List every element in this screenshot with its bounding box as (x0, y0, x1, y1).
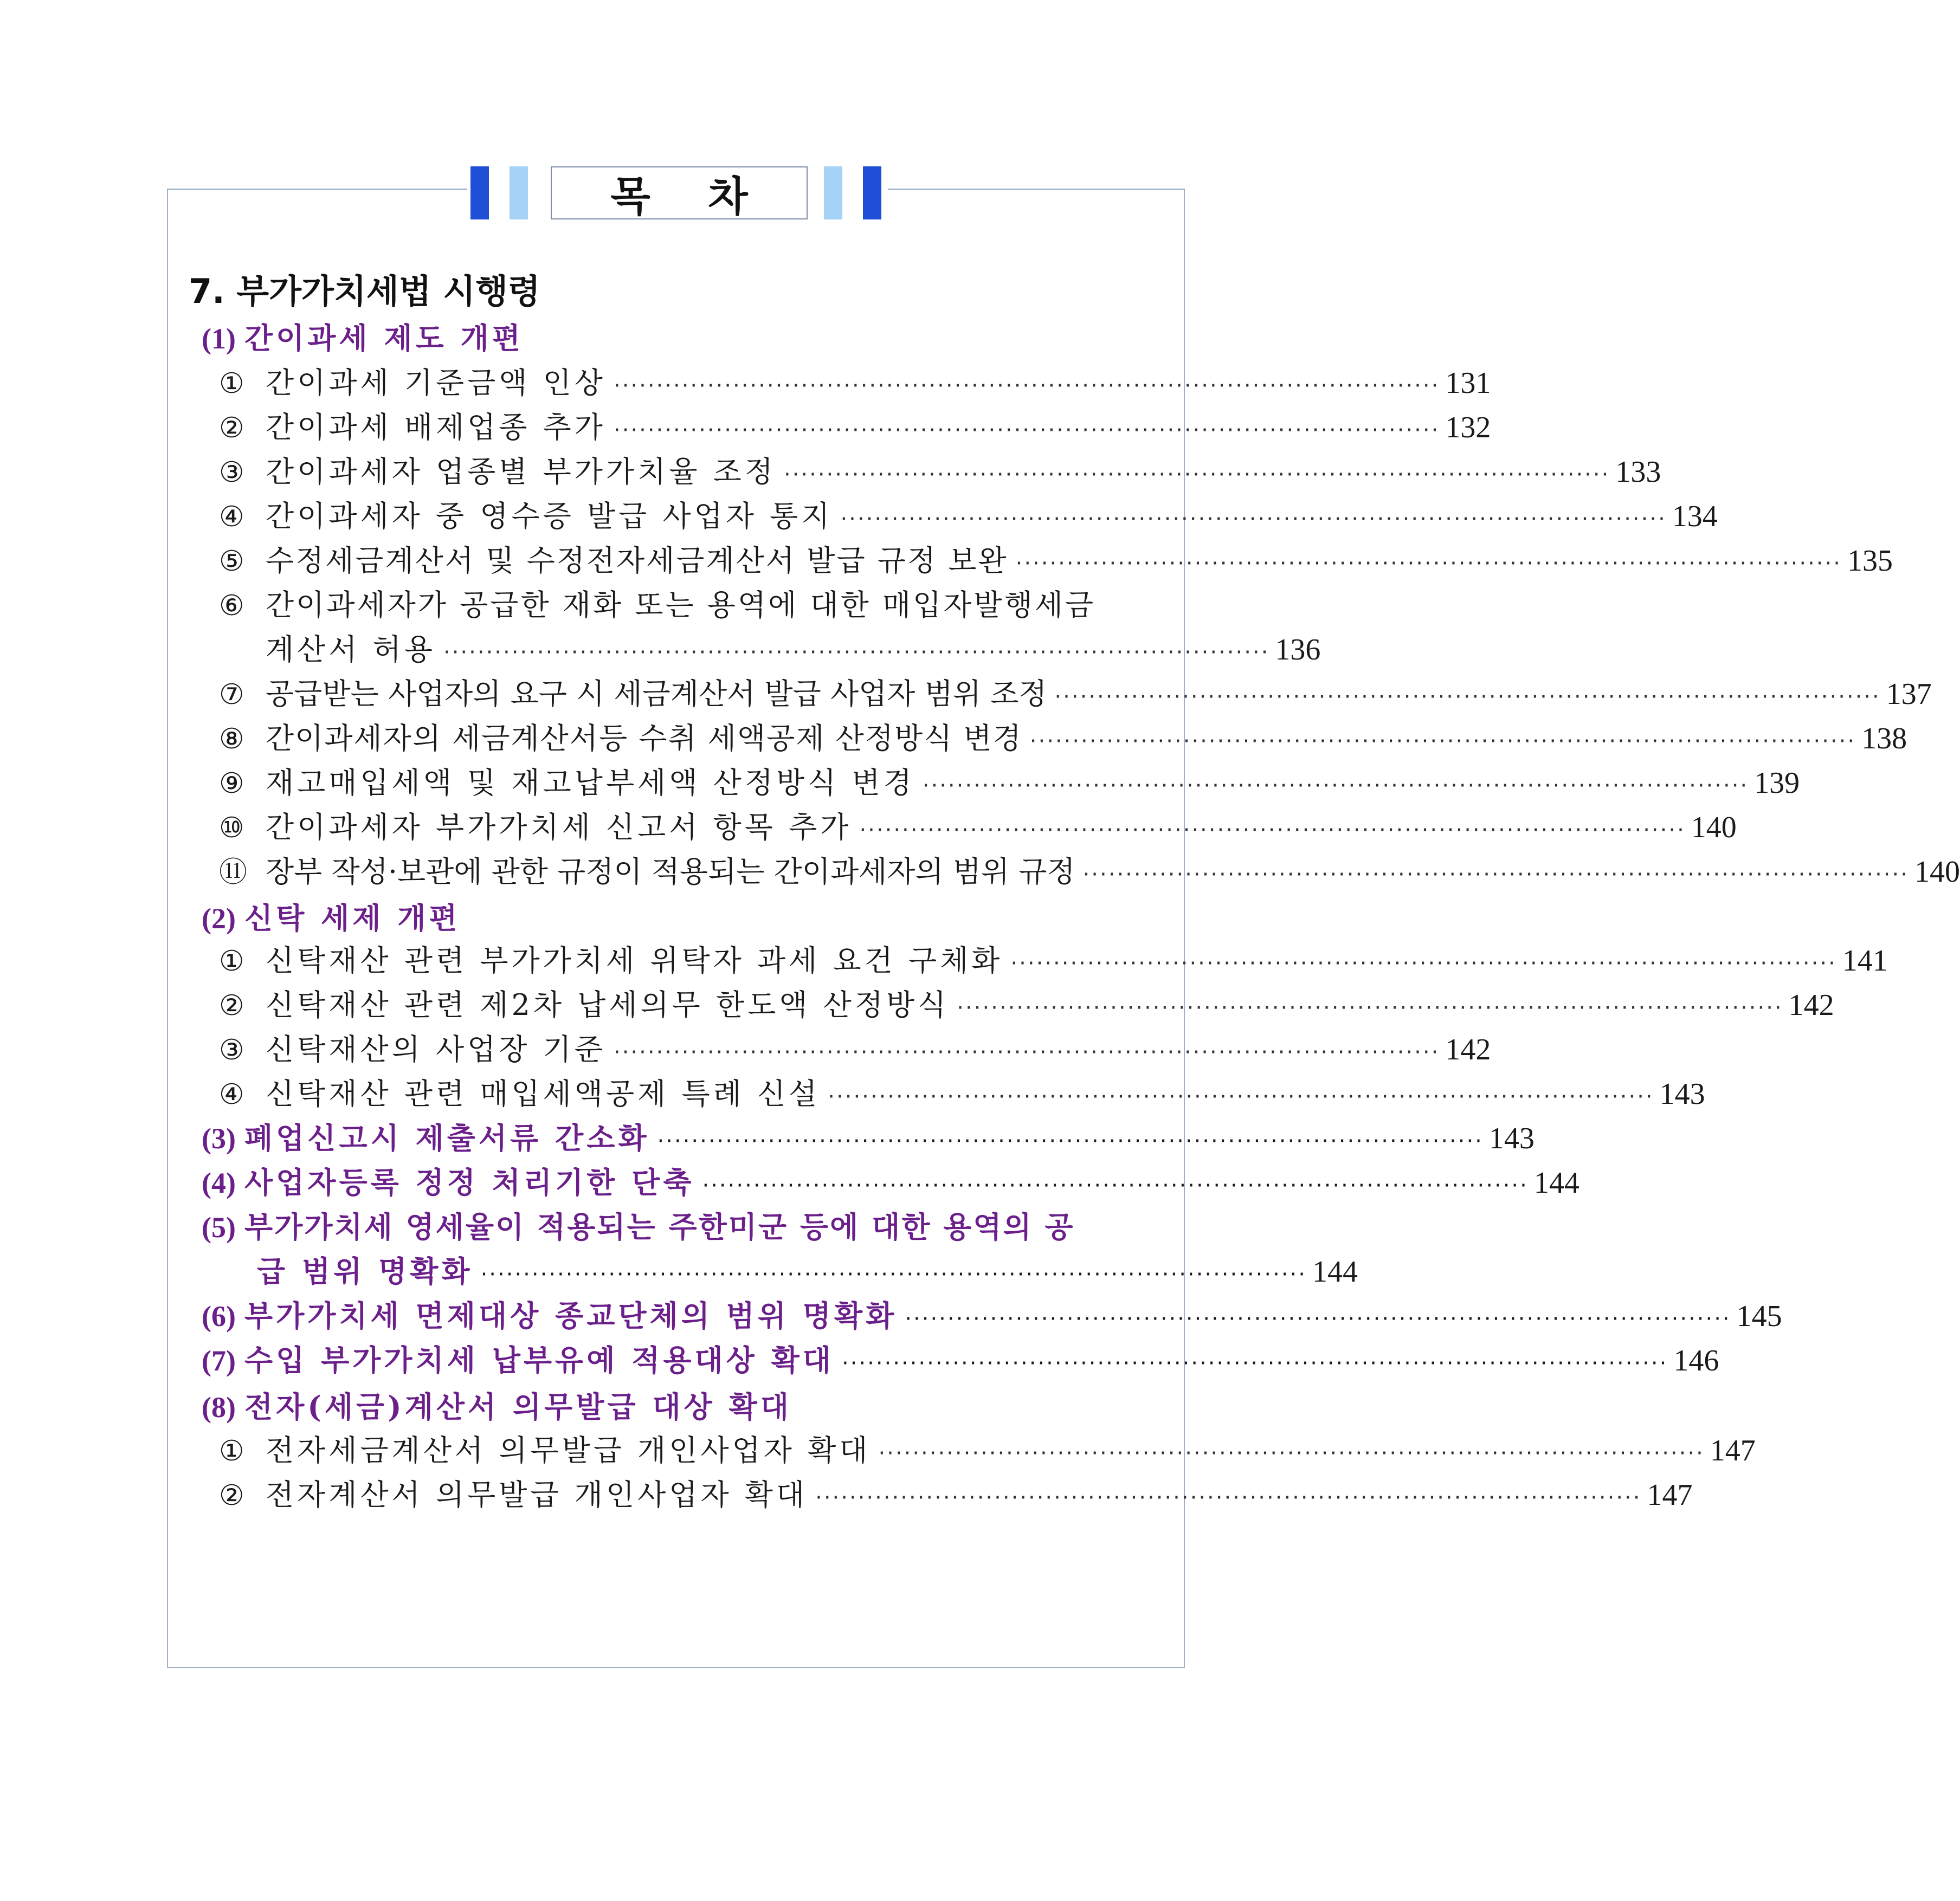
page-title: 목 차 (551, 166, 808, 219)
section-number: (4) (202, 1167, 236, 1199)
toc-entry[interactable] (219, 982, 1834, 1024)
title-bar-left-light (510, 166, 528, 219)
entry-marker: ⑤ (219, 545, 244, 578)
entry-label: 간이과세자 부가가치세 신고서 항목 추가 (266, 810, 852, 844)
entry-label: 공급받는 사업자의 요구 시 세금계산서 발급 사업자 범위 조정 (266, 677, 1047, 711)
section-heading (202, 315, 524, 357)
section-number: (7) (202, 1344, 236, 1377)
entry-marker: ③ (219, 456, 244, 489)
page-number: 143 (1659, 1077, 1705, 1111)
entry-label: 간이과세자 중 영수증 발급 사업자 통지 (266, 499, 833, 533)
title-bar-right-dark (863, 166, 881, 219)
section-title: 간이과세 제도 개편 (244, 321, 524, 355)
entry-marker: ⑦ (219, 678, 244, 711)
toc-entry[interactable] (219, 1026, 1491, 1068)
dot-leader: ································································································· (859, 818, 1686, 843)
section-title: 사업자등록 정정 처리기한 단축 (244, 1165, 695, 1200)
section-number: (1) (202, 322, 236, 355)
toc-entry[interactable] (219, 1071, 1705, 1113)
dot-leader: ································································································· (1054, 684, 1881, 709)
page-number: 147 (1647, 1478, 1693, 1512)
entry-marker: ④ (219, 501, 244, 533)
page-number: 146 (1673, 1344, 1719, 1378)
page-number: 138 (1861, 722, 1907, 755)
toc-entry[interactable] (219, 493, 1718, 535)
dot-leader: ································································································· (1082, 862, 1909, 887)
page-number: 144 (1533, 1166, 1579, 1200)
dot-leader: ································································································· (828, 1084, 1654, 1109)
entry-label: 신탁재산 관련 제2차 납세의무 한도액 산정방식 (266, 988, 950, 1022)
dot-leader: ································································································· (905, 1307, 1731, 1331)
entry-label: 신탁재산 관련 매입세액공제 특례 신설 (266, 1077, 821, 1111)
page-number: 134 (1672, 500, 1718, 533)
section-number: (5) (202, 1211, 236, 1244)
dot-leader: ································································································· (878, 1441, 1705, 1466)
page-number: 140 (1691, 811, 1737, 844)
toc-entry[interactable] (219, 404, 1491, 446)
chapter-heading: 7. 부가가치세법 시행령 (189, 271, 540, 311)
toc-entry[interactable] (219, 671, 1932, 713)
entry-marker: ④ (219, 1078, 244, 1111)
page-number: 132 (1445, 411, 1491, 444)
toc-section-entry[interactable] (202, 1293, 1782, 1335)
toc-entry[interactable] (219, 449, 1661, 490)
toc-section-entry[interactable] (202, 1204, 1178, 1246)
page-number: 143 (1488, 1122, 1535, 1155)
dot-leader: ································································································· (1029, 729, 1856, 754)
entry-marker: ② (219, 412, 244, 444)
dot-leader: ································································································· (840, 507, 1667, 532)
page-number: 137 (1886, 677, 1932, 711)
toc-entry[interactable] (219, 937, 1888, 979)
dot-leader: ································································································· (613, 418, 1440, 443)
dot-leader: ································································································· (443, 640, 1270, 665)
dot-leader: ································································································· (702, 1173, 1529, 1198)
entry-marker: ① (219, 367, 244, 400)
section-title-continuation: 급 범위 명확화 (257, 1254, 473, 1289)
page-number: 133 (1615, 455, 1661, 489)
toc-entry[interactable] (219, 804, 1737, 846)
entry-label: 간이과세자의 세금계산서등 수취 세액공제 산정방식 변경 (266, 721, 1022, 755)
toc-entry[interactable] (219, 538, 1893, 579)
section-title: 부가가치세 영세율이 적용되는 주한미군 등에 대한 용역의 공 (244, 1210, 1075, 1244)
dot-leader: ································································································· (480, 1262, 1307, 1287)
section-title: 부가가치세 면제대상 종교단체의 범위 명확화 (244, 1298, 898, 1333)
entry-label-continuation: 계산서 허용 (266, 632, 436, 667)
entry-label: 전자세금계산서 의무발급 개인사업자 확대 (266, 1433, 871, 1467)
entry-label: 간이과세 기준금액 인상 (266, 366, 606, 400)
title-bar-right-light (824, 166, 842, 219)
page-number: 145 (1736, 1299, 1782, 1333)
page-number: 139 (1754, 766, 1800, 800)
toc-entry[interactable] (219, 360, 1491, 402)
toc-entry[interactable] (219, 1427, 1756, 1469)
toc-entry[interactable] (219, 715, 1907, 757)
entry-label: 장부 작성·보관에 관한 규정이 적용되는 간이과세자의 범위 규정 (266, 855, 1075, 889)
dot-leader: ································································································· (783, 462, 1610, 487)
entry-label: 재고매입세액 및 재고납부세액 산정방식 변경 (266, 766, 915, 800)
entry-label: 간이과세자가 공급한 재화 또는 용역에 대한 매입자발행세금 (266, 588, 1096, 622)
entry-marker: ⑥ (219, 590, 244, 622)
dot-leader: ································································································· (957, 995, 1783, 1020)
dot-leader: ································································································· (815, 1485, 1642, 1510)
page-number: 136 (1275, 633, 1321, 667)
dot-leader: ································································································· (1010, 951, 1837, 976)
page-number: 140 (1914, 855, 1960, 889)
entry-label: 전자계산서 의무발급 개인사업자 확대 (266, 1478, 808, 1512)
section-title: 폐업신고시 제출서류 간소화 (244, 1121, 650, 1155)
entry-label: 수정세금계산서 및 수정전자세금계산서 발급 규정 보완 (266, 544, 1008, 578)
page-number: 142 (1788, 988, 1834, 1022)
entry-label: 신탁재산 관련 부가가치세 위탁자 과세 요건 구체화 (266, 943, 1003, 978)
section-heading (202, 1384, 792, 1426)
entry-marker: ⑪ (219, 856, 248, 889)
entry-marker: ⑨ (219, 767, 244, 800)
page-number: 141 (1842, 944, 1888, 978)
toc-section-entry[interactable] (202, 1337, 1719, 1379)
entry-label: 간이과세자 업종별 부가가치율 조정 (266, 455, 776, 489)
dot-leader: ································································································· (922, 773, 1749, 798)
dot-leader: ································································································· (1015, 551, 1842, 576)
entry-marker: ① (219, 1435, 244, 1467)
dot-leader: ································································································· (613, 1040, 1440, 1065)
section-title: 수입 부가가치세 납부유예 적용대상 확대 (244, 1343, 834, 1378)
toc-section-entry[interactable] (202, 1160, 1579, 1201)
toc-entry-continuation[interactable] (266, 626, 1321, 668)
section-number: (2) (202, 902, 236, 935)
entry-marker: ① (219, 945, 244, 978)
page-number: 144 (1312, 1255, 1358, 1289)
entry-marker: ⑧ (219, 723, 244, 755)
entry-label: 간이과세 배제업종 추가 (266, 410, 606, 444)
section-title: 신탁 세제 개편 (244, 901, 461, 935)
entry-marker: ⑩ (219, 812, 244, 844)
section-number: (3) (202, 1122, 236, 1155)
page-number: 135 (1847, 544, 1893, 578)
entry-marker: ② (219, 1479, 244, 1512)
entry-marker: ② (219, 990, 244, 1022)
toc-section-entry[interactable] (202, 1115, 1535, 1157)
dot-leader: ································································································· (657, 1129, 1484, 1154)
section-number: (8) (202, 1391, 236, 1424)
toc-entry[interactable] (219, 1472, 1693, 1514)
page-number: 131 (1445, 366, 1491, 400)
toc-entry[interactable] (219, 582, 1178, 624)
toc-entry[interactable] (219, 849, 1960, 890)
section-heading (202, 895, 461, 937)
section-number: (6) (202, 1300, 236, 1333)
section-title: 전자(세금)계산서 의무발급 대상 확대 (244, 1389, 792, 1424)
entry-label: 신탁재산의 사업장 기준 (266, 1032, 606, 1066)
title-bar-left-dark (470, 166, 489, 219)
page-number: 147 (1710, 1434, 1756, 1467)
entry-marker: ③ (219, 1034, 244, 1066)
dot-leader: ································································································· (613, 373, 1440, 398)
page-number: 142 (1445, 1033, 1491, 1066)
toc-entry[interactable] (219, 760, 1800, 801)
dot-leader: ································································································· (841, 1351, 1668, 1376)
toc-section-entry-continuation[interactable] (257, 1249, 1358, 1290)
